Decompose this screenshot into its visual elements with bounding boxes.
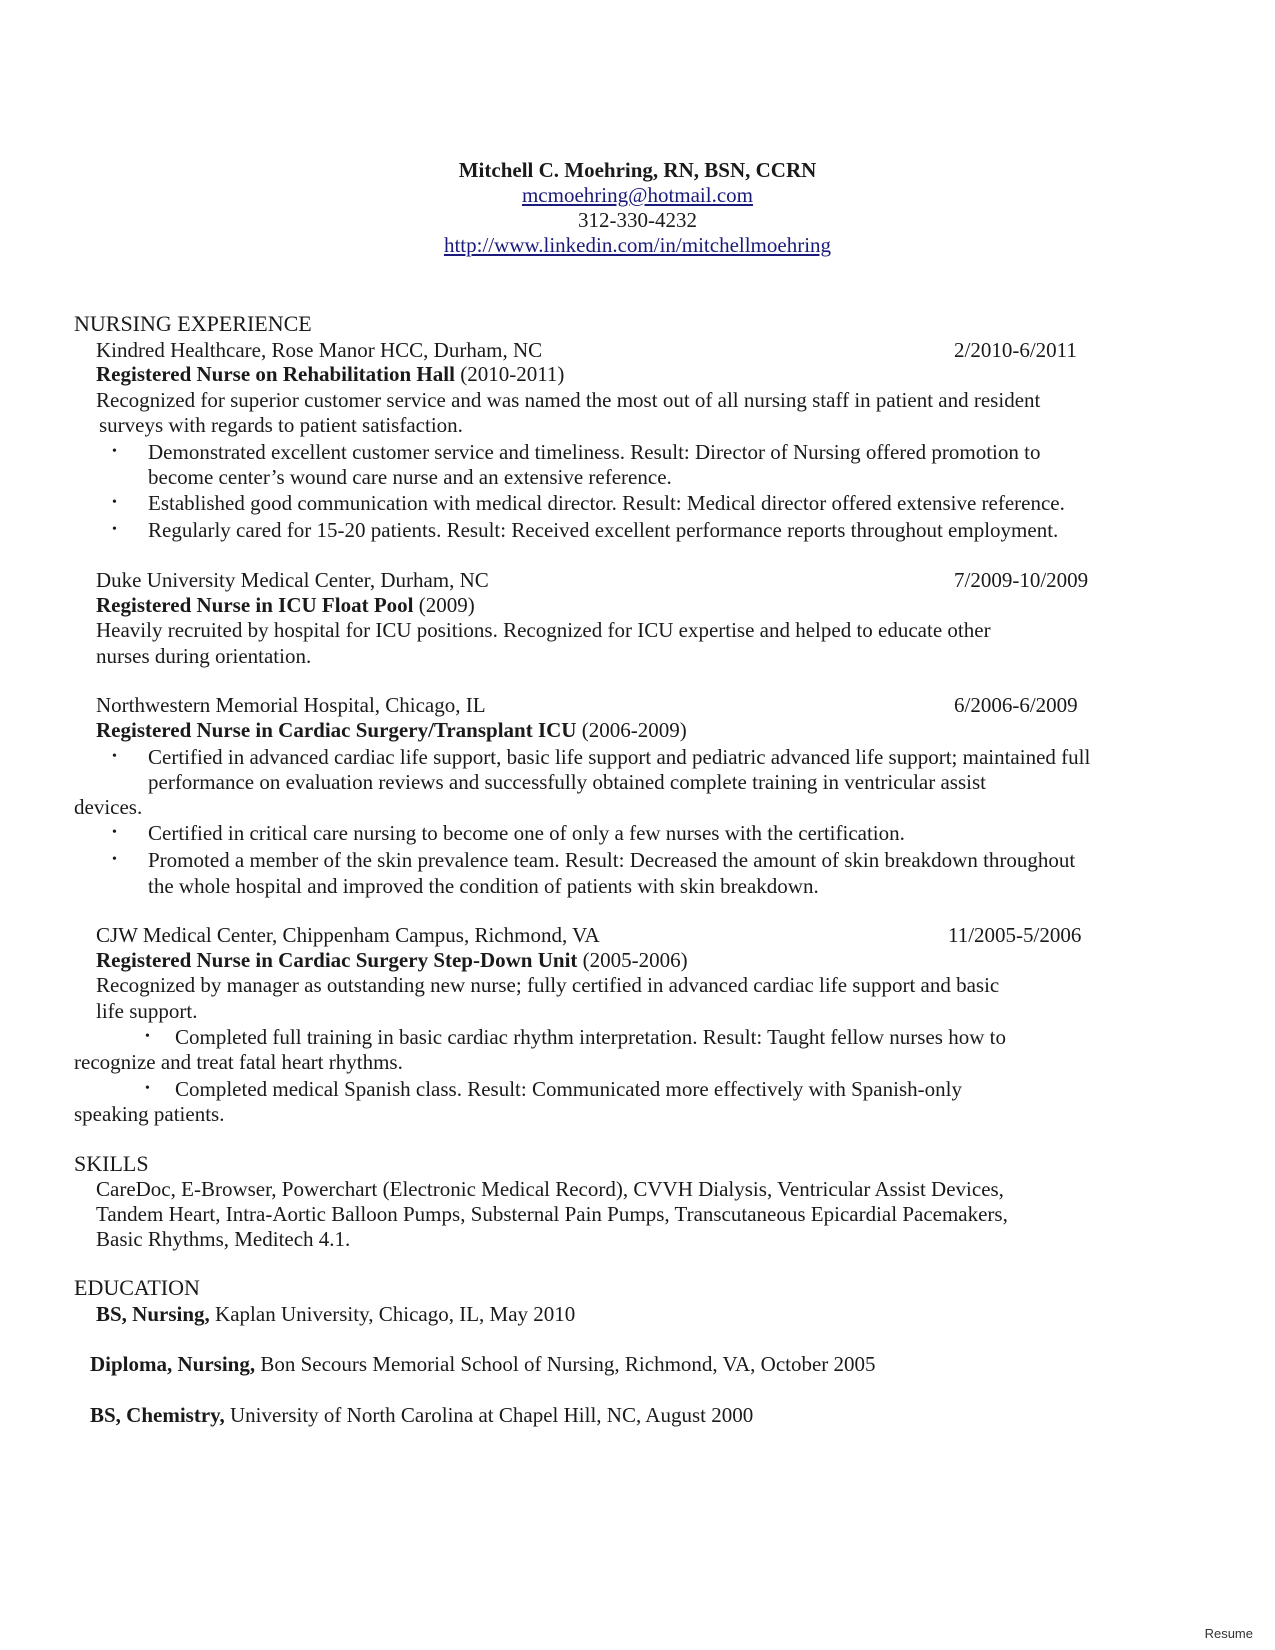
job-3-bullet-1-line-3: devices. — [74, 795, 143, 819]
education-detail-1: Kaplan University, Chicago, IL, May 2010 — [215, 1302, 576, 1326]
job-4-summary-2: life support. — [96, 999, 198, 1023]
job-1-summary-2: surveys with regards to patient satisfaction. — [99, 413, 463, 437]
education-degree-1: BS, Nursing, — [96, 1302, 210, 1326]
job-1-bullet-1-line-2: become center’s wound care nurse and an extensive reference. — [148, 465, 672, 489]
resume-footer-tag: Resume — [1204, 1626, 1253, 1641]
job-4-title-line — [96, 947, 688, 973]
job-1-title-line — [96, 361, 564, 387]
job-3-dates: 6/2006-6/2009 — [954, 693, 1078, 717]
bullet-icon: • — [112, 825, 117, 840]
job-1-dates: 2/2010-6/2011 — [954, 338, 1077, 362]
job-3-years: (2006-2009) — [581, 718, 687, 742]
education-detail-2: Bon Secours Memorial School of Nursing, Richmond, VA, October 2005 — [260, 1352, 876, 1376]
job-2-summary-2: nurses during orientation. — [96, 644, 312, 668]
candidate-name: Mitchell C. Moehring, RN, BSN, CCRN — [458, 158, 817, 182]
job-4-bullet-2-line-2: speaking patients. — [74, 1102, 225, 1126]
job-1-bullet-1-line-1: Demonstrated excellent customer service and timeliness. Result: Director of Nursing offered promotion to — [148, 440, 1041, 464]
job-3-bullet-1-line-2: performance on evaluation reviews and successfully obtained complete training in ventricular assist — [148, 770, 986, 794]
job-3-bullet-3-line-2: the whole hospital and improved the condition of patients with skin breakdown. — [148, 874, 819, 898]
education-entry-1 — [96, 1301, 575, 1327]
job-4-bullet-1-line-1: Completed full training in basic cardiac rhythm interpretation. Result: Taught fellow nurses how to — [175, 1025, 1006, 1049]
job-2-title-line — [96, 592, 475, 618]
bullet-icon: • — [145, 1029, 150, 1044]
job-4-bullet-1-line-2: recognize and treat fatal heart rhythms. — [74, 1050, 403, 1074]
experience-heading: NURSING EXPERIENCE — [74, 311, 312, 336]
bullet-icon: • — [112, 852, 117, 867]
skills-heading: SKILLS — [74, 1151, 149, 1176]
job-4-employer: CJW Medical Center, Chippenham Campus, Richmond, VA — [96, 923, 600, 947]
education-degree-2: Diploma, Nursing, — [90, 1352, 256, 1376]
skills-line-1: CareDoc, E-Browser, Powerchart (Electronic Medical Record), CVVH Dialysis, Ventricular Assist Devices, — [96, 1177, 1004, 1201]
job-4-bullet-2-line-1: Completed medical Spanish class. Result: Communicated more effectively with Spanish-only — [175, 1077, 962, 1101]
job-1-summary-1: Recognized for superior customer service and was named the most out of all nursing staff in patient and resident — [96, 388, 1041, 412]
job-3-bullet-3-line-1: Promoted a member of the skin prevalence team. Result: Decreased the amount of skin breakdown throughout — [148, 848, 1076, 872]
job-3-title: Registered Nurse in Cardiac Surgery/Transplant ICU — [96, 718, 577, 742]
bullet-icon: • — [112, 749, 117, 764]
job-2-dates: 7/2009-10/2009 — [954, 568, 1089, 592]
job-4-title: Registered Nurse in Cardiac Surgery Step-Down Unit — [96, 948, 578, 972]
job-3-title-line — [96, 717, 687, 743]
job-3-bullet-2: Certified in critical care nursing to become one of only a few nurses with the certification. — [148, 821, 905, 845]
bullet-icon: • — [145, 1081, 150, 1096]
education-detail-3: University of North Carolina at Chapel Hill, NC, August 2000 — [230, 1403, 754, 1427]
job-4-summary-1: Recognized by manager as outstanding new nurse; fully certified in advanced cardiac life support and basic — [96, 973, 1000, 997]
linkedin-link[interactable]: http://www.linkedin.com/in/mitchellmoehring — [443, 233, 832, 257]
job-1-employer: Kindred Healthcare, Rose Manor HCC, Durham, NC — [96, 338, 543, 362]
skills-line-2: Tandem Heart, Intra-Aortic Balloon Pumps, Substernal Pain Pumps, Transcutaneous Epicardial Pacemakers, — [96, 1202, 1008, 1226]
education-degree-3: BS, Chemistry, — [90, 1403, 225, 1427]
job-2-employer: Duke University Medical Center, Durham, NC — [96, 568, 489, 592]
job-1-title: Registered Nurse on Rehabilitation Hall — [96, 362, 455, 386]
job-2-title: Registered Nurse in ICU Float Pool — [96, 593, 414, 617]
job-1-years: (2010-2011) — [460, 362, 565, 386]
skills-line-3: Basic Rhythms, Meditech 4.1. — [96, 1227, 351, 1251]
education-entry-2 — [90, 1351, 876, 1377]
education-heading: EDUCATION — [74, 1275, 200, 1300]
job-4-years: (2005-2006) — [582, 948, 688, 972]
job-3-employer: Northwestern Memorial Hospital, Chicago, IL — [96, 693, 486, 717]
email-wrap — [0, 182, 1275, 208]
job-2-years: (2009) — [418, 593, 475, 617]
bullet-icon: • — [112, 444, 117, 459]
job-1-bullet-2: Established good communication with medical director. Result: Medical director offered extensive reference. — [148, 491, 1065, 515]
job-3-bullet-1-line-1: Certified in advanced cardiac life support, basic life support and pediatric advanced life support; maintained full — [148, 745, 1091, 769]
linkedin-wrap — [0, 232, 1275, 258]
job-1-bullet-3: Regularly cared for 15-20 patients. Result: Received excellent performance reports throughout employment. — [148, 518, 1059, 542]
bullet-icon: • — [112, 522, 117, 537]
bullet-icon: • — [112, 495, 117, 510]
job-2-summary-1: Heavily recruited by hospital for ICU positions. Recognized for ICU expertise and helped to educate other — [96, 618, 991, 642]
education-entry-3 — [90, 1402, 753, 1428]
phone-number: 312-330-4232 — [578, 208, 697, 232]
job-4-dates: 11/2005-5/2006 — [948, 923, 1082, 947]
email-link[interactable]: mcmoehring@hotmail.com — [521, 183, 754, 207]
